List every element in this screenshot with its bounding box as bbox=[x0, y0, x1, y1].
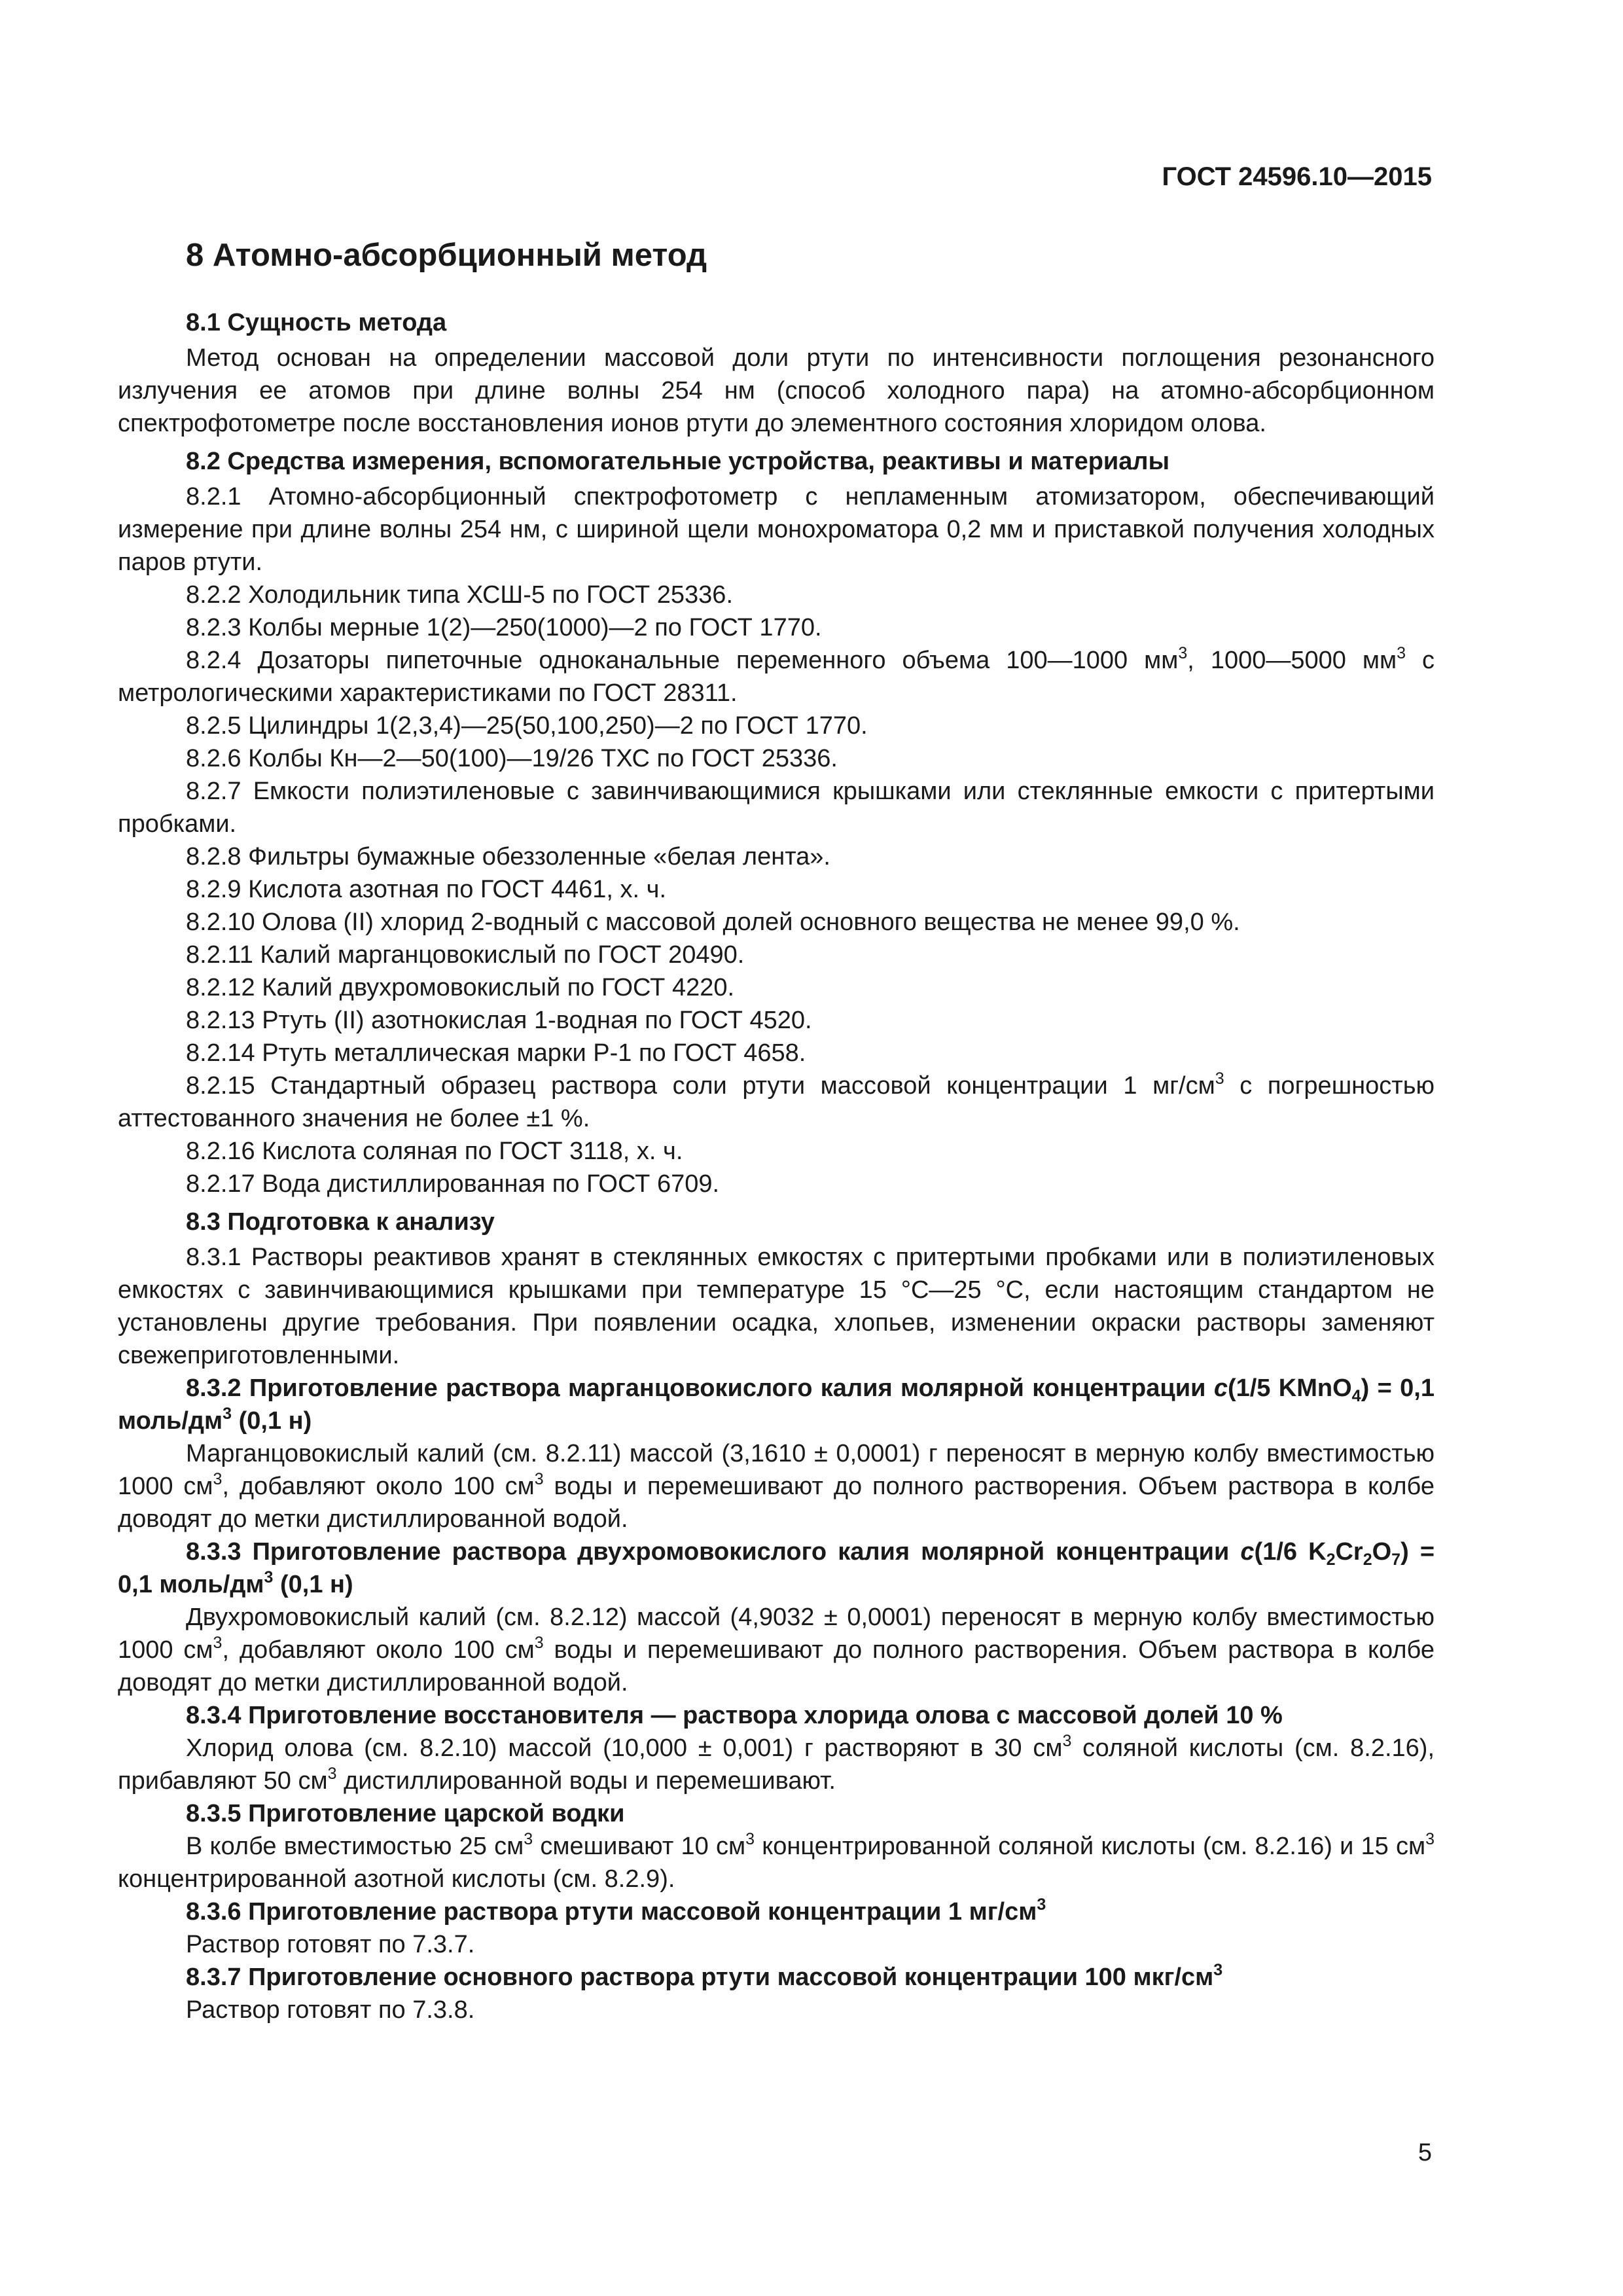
heading-8-3-6 bbox=[118, 1895, 1435, 1928]
heading-8-3-2 bbox=[118, 1372, 1435, 1437]
item-8-2-12: 8.2.12 Калий двухромовокислый по ГОСТ 4220. bbox=[186, 974, 735, 1001]
text-fragment: O bbox=[1372, 1538, 1392, 1566]
page-content bbox=[118, 236, 1435, 2026]
text-fragment: (0,1 н) bbox=[273, 1571, 353, 1598]
paragraph-8-3-3 bbox=[118, 1601, 1435, 1699]
text-fragment: ) = 0,1 моль/дм bbox=[118, 1374, 1435, 1435]
text-fragment: концентрированной азотной кислоты (см. 8.2.9). bbox=[118, 1865, 675, 1893]
text-fragment: c bbox=[1240, 1538, 1255, 1566]
item-8-2-5: 8.2.5 Цилиндры 1(2,3,4)—25(50,100,250)—2 по ГОСТ 1770. bbox=[186, 712, 868, 740]
paragraph-8-3-2 bbox=[118, 1437, 1435, 1535]
subsection-title-8-1: 8.1 Сущность метода bbox=[186, 309, 447, 336]
superscript: 3 bbox=[327, 1765, 337, 1783]
paragraph-8-3-4 bbox=[118, 1732, 1435, 1797]
text-fragment: Cr bbox=[1335, 1538, 1363, 1566]
superscript: 3 bbox=[534, 1470, 544, 1488]
text-fragment: смешивают 10 см bbox=[533, 1833, 746, 1860]
text-fragment: с погрешностью аттестованного значения не более ±1 %. bbox=[118, 1072, 1435, 1132]
paragraph-8-3-1: 8.3.1 Растворы реактивов хранят в стеклянных емкостях с притертыми пробками или в полиэтиленовых емкостях с завинчивающимися крышками при температуре 15 °С—25 °С, если настоящим стандартом не установлены другие требования. При появлении осадка, хлопьев, изменении окраски растворы заменяют свежеприготовленными. bbox=[118, 1244, 1435, 1369]
superscript: 3 bbox=[524, 1830, 533, 1848]
text-fragment: с метрологическими характеристиками по ГОСТ 28311. bbox=[118, 647, 1435, 707]
item-8-2-13: 8.2.13 Ртуть (II) азотнокислая 1-водная по ГОСТ 4520. bbox=[186, 1007, 812, 1034]
superscript: 3 bbox=[1062, 1732, 1072, 1750]
heading-8-3-5: 8.3.5 Приготовление царской водки bbox=[186, 1800, 625, 1827]
superscript: 3 bbox=[534, 1634, 544, 1652]
text-fragment: 8.3.7 Приготовление основного раствора ртути массовой концентрации 100 мкг/см bbox=[186, 1964, 1214, 1991]
superscript: 3 bbox=[745, 1830, 755, 1848]
heading-8-3-4: 8.3.4 Приготовление восстановителя — раствора хлорида олова с массовой долей 10 % bbox=[186, 1702, 1283, 1729]
text-fragment: дистиллированной воды и перемешивают. bbox=[336, 1767, 836, 1795]
text-fragment: 8.2.4 Дозаторы пипеточные одноканальные переменного объема 100—1000 мм bbox=[186, 647, 1179, 674]
text-fragment: соляной кислоты (см. 8.2.16), прибавляют 50 см bbox=[118, 1734, 1435, 1795]
item-8-2-1: 8.2.1 Атомно-абсорбционный спектрофотометр с непламенным атомизатором, обеспечивающий измерение при длине волны 254 нм, с шириной щели монохроматора 0,2 мм и приставкой получения холодных паров ртути. bbox=[118, 483, 1435, 576]
superscript: 3 bbox=[1213, 1961, 1223, 1979]
text-fragment: (1/6 K bbox=[1254, 1538, 1327, 1566]
subscript: 4 bbox=[1351, 1387, 1361, 1405]
superscript: 3 bbox=[213, 1634, 223, 1652]
subscript: 2 bbox=[1326, 1551, 1336, 1569]
item-8-2-10: 8.2.10 Олова (II) хлорид 2-водный с массовой долей основного вещества не менее 99,0 %. bbox=[186, 908, 1240, 936]
text-fragment: (1/5 KMnO bbox=[1227, 1374, 1352, 1402]
item-8-2-11: 8.2.11 Калий марганцовокислый по ГОСТ 20490. bbox=[186, 941, 745, 969]
item-8-2-3: 8.2.3 Колбы мерные 1(2)—250(1000)—2 по ГОСТ 1770. bbox=[186, 614, 822, 641]
heading-8-3-3 bbox=[118, 1535, 1435, 1601]
item-8-2-17: 8.2.17 Вода дистиллированная по ГОСТ 6709. bbox=[186, 1170, 720, 1198]
text-fragment: , добавляют около 100 см bbox=[222, 1473, 535, 1500]
item-8-2-2: 8.2.2 Холодильник типа ХСШ-5 по ГОСТ 25336. bbox=[186, 581, 733, 609]
document-header: ГОСТ 24596.10—2015 bbox=[1162, 162, 1432, 191]
text-fragment: c bbox=[1213, 1374, 1228, 1402]
text-fragment: В колбе вместимостью 25 см bbox=[186, 1833, 524, 1860]
subscript: 7 bbox=[1391, 1551, 1401, 1569]
page-number: 5 bbox=[1418, 2139, 1432, 2166]
text-fragment: Марганцовокислый калий (см. 8.2.11) массой (3,1610 ± 0,0001) г переносят в мерную колбу вместимостью 1000 см bbox=[118, 1440, 1435, 1500]
text-fragment: 8.3.6 Приготовление раствора ртути массовой концентрации 1 мг/см bbox=[186, 1898, 1037, 1926]
text-fragment: Двухромовокислый калий (см. 8.2.12) массой (4,9032 ± 0,0001) переносят в мерную колбу вместимостью 1000 см bbox=[118, 1604, 1435, 1664]
subsection-title-8-3: 8.3 Подготовка к анализу bbox=[186, 1208, 495, 1236]
superscript: 3 bbox=[1425, 1830, 1435, 1848]
text-fragment: (0,1 н) bbox=[232, 1407, 312, 1435]
paragraph-8-3-7: Раствор готовят по 7.3.8. bbox=[186, 1996, 475, 2024]
text-fragment: , добавляют около 100 см bbox=[222, 1636, 535, 1664]
text-fragment: 8.3.3 Приготовление раствора двухромовокислого калия молярной концентрации bbox=[186, 1538, 1241, 1566]
item-8-2-15 bbox=[118, 1069, 1435, 1135]
item-8-2-9: 8.2.9 Кислота азотная по ГОСТ 4461, х. ч. bbox=[186, 876, 667, 903]
item-8-2-8: 8.2.8 Фильтры бумажные обеззоленные «белая лента». bbox=[186, 843, 830, 870]
item-8-2-16: 8.2.16 Кислота соляная по ГОСТ 3118, х. ч. bbox=[186, 1138, 683, 1165]
item-8-2-7: 8.2.7 Емкости полиэтиленовые с завинчивающимися крышками или стеклянные емкости с притертыми пробками. bbox=[118, 778, 1435, 838]
text-fragment: ) = 0,1 моль/дм bbox=[118, 1538, 1435, 1598]
paragraph-8-3-6: Раствор готовят по 7.3.7. bbox=[186, 1931, 475, 1958]
superscript: 3 bbox=[264, 1568, 274, 1587]
superscript: 3 bbox=[1215, 1069, 1224, 1088]
subsection-title-8-2: 8.2 Средства измерения, вспомогательные устройства, реактивы и материалы bbox=[186, 448, 1170, 475]
text-fragment: 8.3.2 Приготовление раствора марганцовокислого калия молярной концентрации bbox=[186, 1374, 1214, 1402]
text-fragment: , 1000—5000 мм bbox=[1187, 647, 1397, 674]
heading-8-3-7 bbox=[118, 1961, 1435, 1994]
item-8-2-4 bbox=[118, 644, 1435, 709]
subscript: 2 bbox=[1363, 1551, 1372, 1569]
text-fragment: 8.2.15 Стандартный образец раствора соли ртути массовой концентрации 1 мг/см bbox=[186, 1072, 1215, 1100]
superscript: 3 bbox=[1037, 1895, 1046, 1914]
superscript: 3 bbox=[1178, 644, 1188, 662]
superscript: 3 bbox=[1397, 644, 1406, 662]
paragraph-8-1: Метод основан на определении массовой доли ртути по интенсивности поглощения резонансного излучения ее атомов при длине волны 254 нм (способ холодного пара) на атомно-абсорбционном спектрофотометре после восстановления ионов ртути до элементного состояния хлоридом олова. bbox=[118, 344, 1435, 437]
paragraph-8-3-5 bbox=[118, 1830, 1435, 1895]
superscript: 3 bbox=[223, 1405, 232, 1423]
text-fragment: Хлорид олова (см. 8.2.10) массой (10,000 ± 0,001) г растворяют в 30 см bbox=[186, 1734, 1063, 1762]
superscript: 3 bbox=[213, 1470, 223, 1488]
text-fragment: концентрированной соляной кислоты (см. 8.2.16) и 15 см bbox=[754, 1833, 1426, 1860]
item-8-2-6: 8.2.6 Колбы Кн—2—50(100)—19/26 ТХС по ГОСТ 25336. bbox=[186, 745, 838, 772]
text-fragment: воды и перемешивают до полного растворения. Объем раствора в колбе доводят до метки дистиллированной водой. bbox=[118, 1473, 1435, 1533]
text-fragment: воды и перемешивают до полного растворения. Объем раствора в колбе доводят до метки дистиллированной водой. bbox=[118, 1636, 1435, 1696]
item-8-2-14: 8.2.14 Ртуть металлическая марки Р-1 по ГОСТ 4658. bbox=[186, 1039, 806, 1067]
section-title: 8 Атомно-абсорбционный метод bbox=[186, 238, 707, 273]
